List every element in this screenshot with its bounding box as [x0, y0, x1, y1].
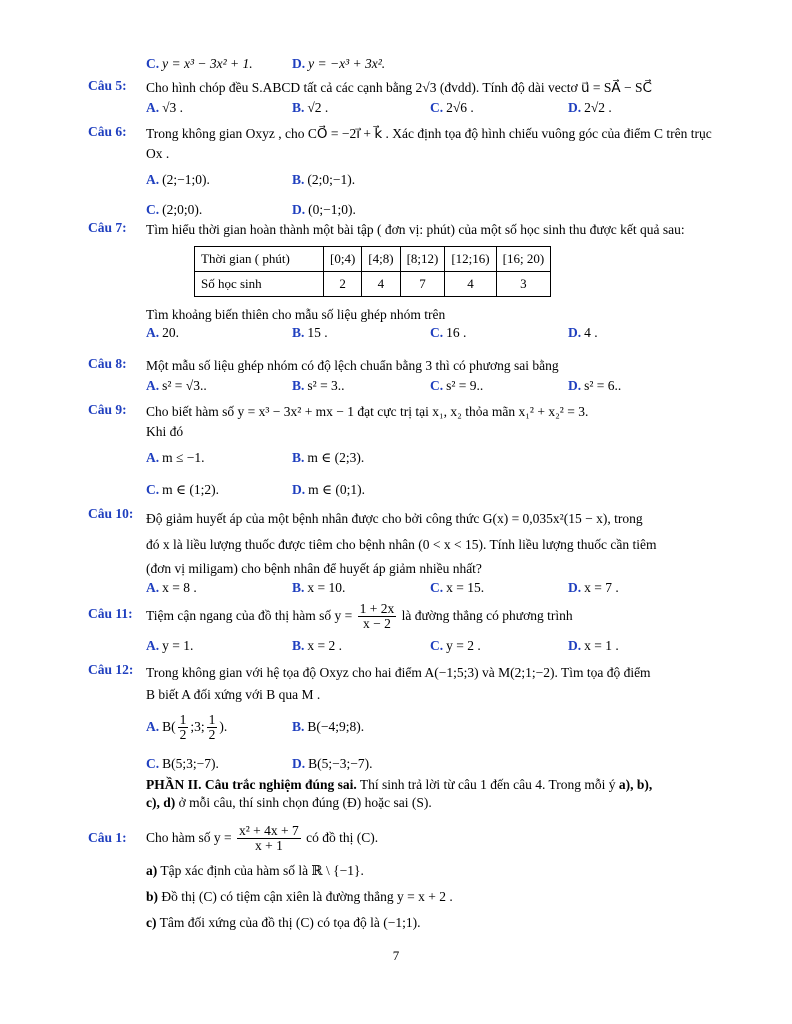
fraction-numerator: 1: [208, 712, 216, 728]
question-text: Cho biết hàm số y = x³ − 3x² + mx − 1 đạt cực trị tại x₁, x₂ thỏa mãn x₁² + x₂² = 3.: [146, 404, 589, 419]
option-key: D.: [568, 378, 582, 393]
page-number: 7: [392, 948, 400, 963]
option-key: A.: [146, 378, 160, 393]
option-key: C.: [146, 482, 160, 497]
question-label: Câu 9:: [88, 402, 127, 417]
option-text: B(: [162, 719, 176, 734]
option-key: A.: [146, 580, 160, 595]
table-cell: [4;8): [362, 247, 400, 272]
option-text: s² = 6..: [584, 378, 622, 393]
option-text: m ≤ −1.: [162, 450, 205, 465]
table-header-cell: Thời gian ( phút): [195, 247, 324, 272]
question-text: (đơn vị miligam) cho bệnh nhân để huyết áp giảm nhiều nhất?: [146, 561, 482, 576]
table-cell: 4: [362, 272, 400, 297]
question-text-post: có đồ thị (C).: [306, 830, 379, 845]
fraction-numerator: x² + 4x + 7: [239, 823, 299, 839]
question-label: Câu 5:: [88, 78, 127, 93]
option-text: 2√2 .: [584, 100, 612, 115]
option-key: D.: [568, 638, 582, 653]
table-row: [195, 272, 551, 297]
question-label: Câu 11:: [88, 606, 133, 621]
option-text: (0;−1;0).: [308, 202, 356, 217]
option-text: 16 .: [446, 325, 467, 340]
question-10: [88, 506, 712, 596]
option-text: √3 .: [162, 100, 184, 115]
part-2-desc-2: ở mỗi câu, thí sinh chọn đúng (Đ) hoặc sai (S).: [175, 795, 432, 810]
question-label: Câu 8:: [88, 356, 127, 371]
option-text: (2;0;0).: [162, 202, 203, 217]
option-text: m ∈ (0;1).: [308, 482, 365, 497]
question-8: [88, 356, 712, 396]
option-key: C.: [430, 638, 444, 653]
question-label: Câu 10:: [88, 506, 134, 521]
table-cell: 3: [496, 272, 551, 297]
question-text: Một mẫu số liệu ghép nhóm có độ lệch chuẩn bằng 3 thì có phương sai bằng: [146, 358, 559, 373]
option-key: B.: [292, 378, 305, 393]
option-key: C.: [146, 202, 160, 217]
option-key: D.: [568, 580, 582, 595]
option-text: B(5;3;−7).: [162, 756, 219, 771]
q4-tail: [88, 54, 712, 74]
option-key: A.: [146, 638, 160, 653]
statement-key: c): [146, 915, 157, 930]
fraction-denominator: 2: [208, 727, 216, 743]
statement-item: [146, 884, 712, 910]
question-label: Câu 12:: [88, 662, 134, 677]
question-subtext: Tìm khoảng biến thiên cho mẫu số liệu ghép nhóm trên: [146, 307, 446, 322]
fraction-numerator: 1 + 2x: [359, 601, 395, 617]
option-key: A.: [146, 450, 160, 465]
option-text: y = 1.: [162, 638, 194, 653]
option-text: m ∈ (2;3).: [307, 450, 365, 465]
option-key: B.: [292, 638, 305, 653]
question-9: [88, 402, 712, 500]
part-2-abc: a), b),: [618, 777, 653, 792]
part-2-line-2: [146, 794, 712, 812]
question-label: Câu 6:: [88, 124, 127, 139]
option-text: s² = 9..: [446, 378, 484, 393]
statement-key: a): [146, 863, 158, 878]
option-key: D.: [568, 100, 582, 115]
option-text: x = 1 .: [584, 638, 619, 653]
table-cell: [12;16): [445, 247, 496, 272]
option-text: B(5;−3;−7).: [308, 756, 373, 771]
question-text: Trong không gian với hệ tọa độ Oxyz cho hai điểm A(−1;5;3) và M(2;1;−2). Tìm tọa độ điểm: [146, 665, 651, 680]
option-key: A.: [146, 325, 160, 340]
question-text: Cho hình chóp đều S.ABCD tất cả các cạnh bằng 2√3 (đvdd). Tính độ dài vectơ u⃗ = SA⃗ − SC⃗: [146, 80, 652, 95]
option-key: D.: [292, 56, 306, 71]
fraction: [207, 713, 218, 742]
statement-text: Tập xác định của hàm số là ℝ \ {−1}.: [160, 863, 364, 878]
option-text: x = 7 .: [584, 580, 619, 595]
statement-key: b): [146, 889, 159, 904]
part-2-heading: [88, 776, 712, 812]
question-7: [88, 220, 712, 341]
statement-item: [146, 858, 712, 884]
option-key: A.: [146, 172, 160, 187]
option-key: B.: [292, 172, 305, 187]
option-text: B(−4;9;8).: [307, 719, 365, 734]
question-text-pre: Tiệm cận ngang của đồ thị hàm số y =: [146, 608, 353, 623]
option-key: D.: [292, 756, 306, 771]
question-text: Trong không gian Oxyz , cho CO⃗ = −2i⃗ + k⃗ . Xác định tọa độ hình chiếu vuông góc của điểm C trên trục Ox .: [146, 126, 712, 161]
option-text: (2;−1;0).: [162, 172, 210, 187]
question-11: [88, 598, 712, 656]
question-6: [88, 124, 712, 220]
option-text: ;3;: [190, 719, 205, 734]
option-text: x = 8 .: [162, 580, 197, 595]
option-key: A.: [146, 719, 160, 734]
option-text: x = 15.: [446, 580, 485, 595]
option-key: B.: [292, 450, 305, 465]
question-text: Tìm hiểu thời gian hoàn thành một bài tập ( đơn vị: phút) của một số học sinh thu được kết quả sau:: [146, 222, 685, 237]
option-text: x = 10.: [307, 580, 346, 595]
question-text-post: là đường thẳng có phương trình: [401, 608, 573, 623]
option-text: x = 2 .: [307, 638, 343, 653]
fraction: [358, 602, 397, 631]
question-text: [146, 598, 712, 634]
option-key: C.: [430, 580, 444, 595]
question-label: Câu 7:: [88, 220, 127, 235]
statement-item: [146, 910, 712, 936]
table-cell: [8;12): [400, 247, 445, 272]
option-key: B.: [292, 325, 305, 340]
part-2-cd: c), d): [146, 795, 176, 810]
question-5: [88, 78, 712, 118]
part-2-title: PHẦN II. Câu trắc nghiệm đúng sai.: [146, 777, 357, 792]
table-row: [195, 247, 551, 272]
part-2-question-1: [88, 818, 712, 936]
option-key: C.: [146, 756, 160, 771]
option-text: 4 .: [584, 325, 598, 340]
fraction-denominator: 2: [179, 727, 187, 743]
option-key: C.: [146, 56, 160, 71]
fraction-denominator: x − 2: [362, 616, 391, 632]
statement-text: Tâm đối xứng của đồ thị (C) có tọa độ là (−1;1).: [159, 915, 421, 930]
question-label: Câu 1:: [88, 830, 127, 845]
question-subtext: Khi đó: [146, 424, 184, 439]
option-key: B.: [292, 719, 305, 734]
option-text: y = −x³ + 3x².: [308, 56, 386, 71]
option-text: ).: [219, 719, 228, 734]
question-text: Độ giảm huyết áp của một bệnh nhân được cho bởi công thức G(x) = 0,035x²(15 − x), trong: [146, 511, 643, 526]
fraction-denominator: x + 1: [254, 838, 283, 854]
question-text-pre: Cho hàm số y =: [146, 830, 232, 845]
part-2-desc: Thí sinh trả lời từ câu 1 đến câu 4. Trong mỗi ý: [356, 777, 619, 792]
table-cell: [16; 20): [496, 247, 551, 272]
table-cell: 4: [445, 272, 496, 297]
frequency-table: [194, 246, 551, 297]
option-key: A.: [146, 100, 160, 115]
option-key: B.: [292, 100, 305, 115]
part-2-line-1: [146, 776, 712, 794]
option-text: y = x³ − 3x² + 1.: [162, 56, 253, 71]
table-cell: 2: [324, 272, 362, 297]
option-key: C.: [430, 100, 444, 115]
option-text: 15 .: [307, 325, 328, 340]
question-text: đó x là liều lượng thuốc được tiêm cho bệnh nhân (0 < x < 15). Tính liều lượng thuốc cần tiêm: [146, 537, 657, 552]
option-text: s² = √3..: [162, 378, 207, 393]
option-text: 20.: [162, 325, 179, 340]
fraction: [178, 713, 189, 742]
option-key: D.: [292, 202, 306, 217]
option-key: D.: [292, 482, 306, 497]
option-text: 2√6 .: [446, 100, 474, 115]
option-text: s² = 3..: [307, 378, 345, 393]
fraction-numerator: 1: [179, 712, 187, 728]
question-text: [146, 818, 712, 858]
option-text: √2 .: [307, 100, 329, 115]
question-12: [88, 662, 712, 774]
option-key: D.: [568, 325, 582, 340]
option-key: C.: [430, 325, 444, 340]
option-key: C.: [430, 378, 444, 393]
option-key: B.: [292, 580, 305, 595]
statement-text: Đồ thị (C) có tiệm cận xiên là đường thẳng y = x + 2 .: [161, 889, 453, 904]
fraction: [237, 824, 301, 853]
option-text: y = 2 .: [446, 638, 481, 653]
question-text: B biết A đối xứng với B qua M .: [146, 687, 321, 702]
option-text: m ∈ (1;2).: [162, 482, 219, 497]
table-header-cell: Số học sinh: [195, 272, 324, 297]
table-cell: 7: [400, 272, 445, 297]
table-cell: [0;4): [324, 247, 362, 272]
option-text: (2;0;−1).: [307, 172, 356, 187]
